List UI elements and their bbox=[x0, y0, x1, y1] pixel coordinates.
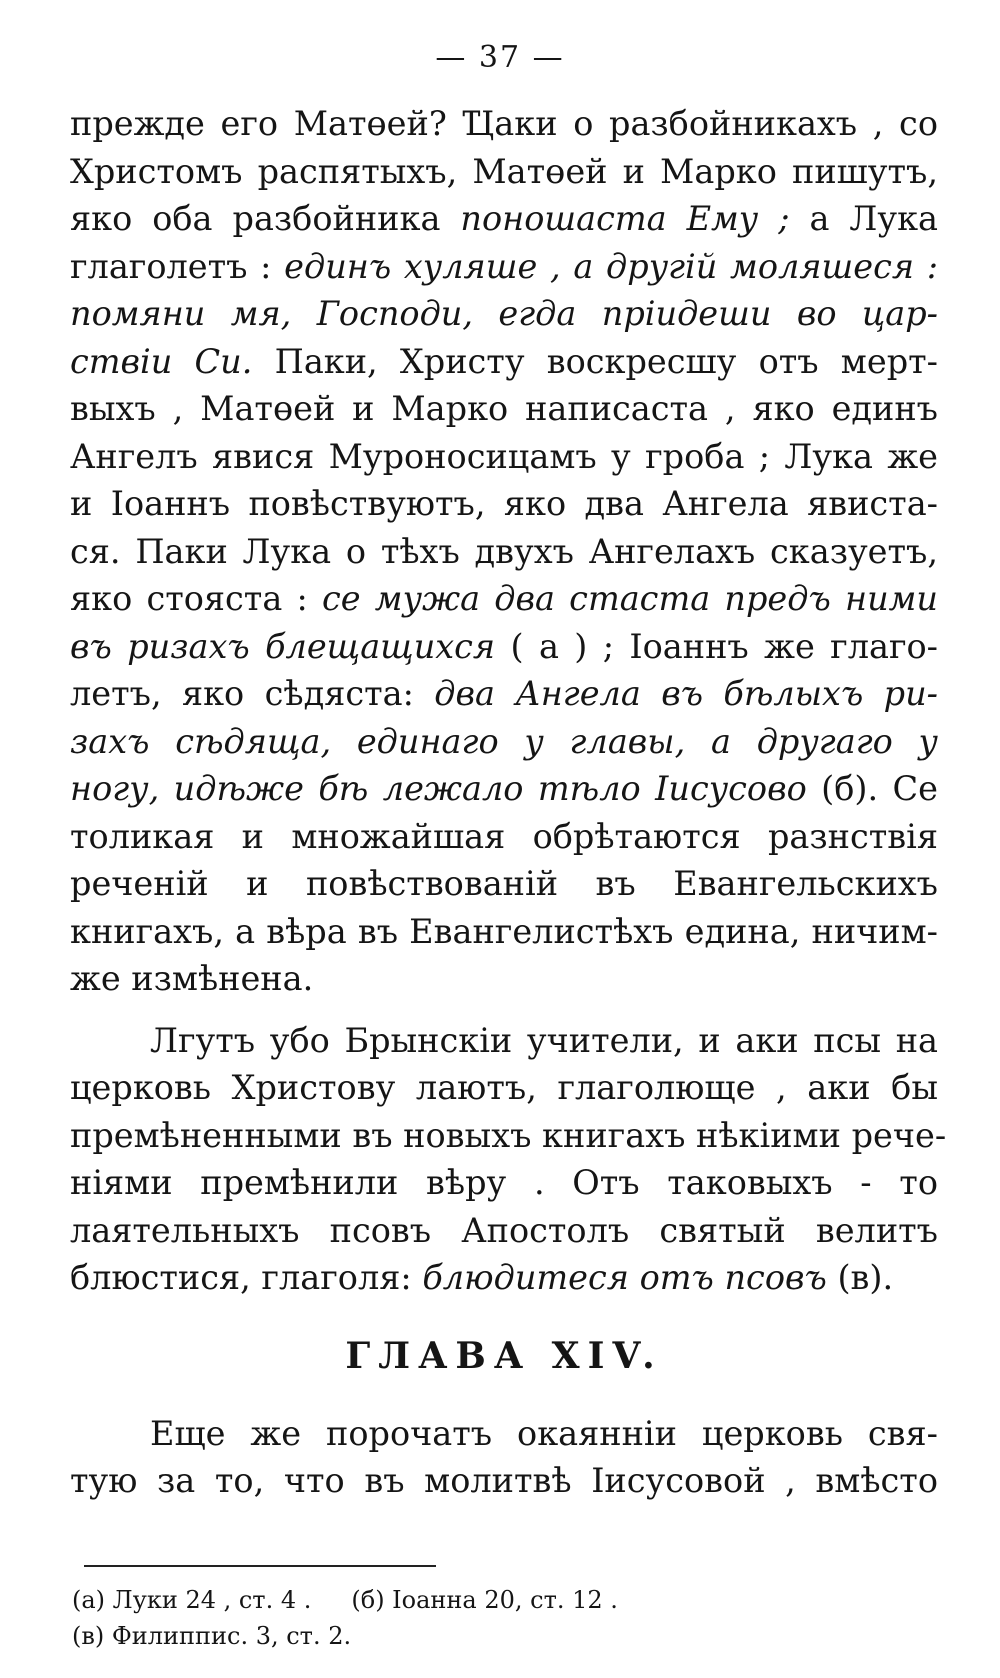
footnote-item: (в) Филиппис. 3, ст. 2. bbox=[72, 1622, 352, 1650]
page-number: — 37 — bbox=[435, 40, 565, 75]
text-line bbox=[70, 385, 938, 433]
text-run: (б). Се bbox=[806, 769, 938, 808]
paragraph-2 bbox=[70, 1017, 947, 1302]
text-line bbox=[70, 765, 938, 813]
footnote-divider bbox=[84, 1565, 436, 1567]
text-run: глаголетъ : bbox=[70, 246, 285, 286]
text-line bbox=[70, 1064, 938, 1112]
text-line bbox=[70, 1410, 938, 1458]
text-run: летъ, яко сѣдяста: bbox=[70, 674, 435, 713]
text-run: Паки, Христу воскресшу отъ мерт- bbox=[252, 341, 938, 381]
text-line bbox=[70, 195, 938, 243]
text-run: Лгутъ убо Брынскіи учители, и аки псы на bbox=[150, 1020, 938, 1060]
text-line bbox=[70, 528, 938, 576]
text-run: же измѣнена. bbox=[70, 959, 314, 998]
text-line bbox=[70, 623, 938, 671]
text-run: яко оба разбойника bbox=[70, 199, 461, 238]
text-run: лаятельныхъ псовъ Апостолъ святый велитъ bbox=[70, 1210, 938, 1250]
text-run: а Лука bbox=[789, 199, 938, 238]
paragraph-gap bbox=[70, 1003, 938, 1017]
italic-text: се мужа два стаста предъ ними bbox=[322, 579, 938, 618]
footnotes bbox=[72, 1582, 892, 1654]
text-run: прежде его Матөей? Ҵаки о разбойникахъ , со bbox=[70, 104, 938, 143]
italic-text: ногу, идѣже бѣ лежало тѣло Іисусово bbox=[70, 769, 807, 808]
text-line bbox=[70, 575, 938, 623]
text-run: реченій и повѣствованій въ Евангельскихъ bbox=[70, 864, 938, 903]
chapter-heading: ГЛАВА XIV. bbox=[345, 1334, 663, 1377]
italic-text: единъ хуляше , а другій моляшеся : bbox=[284, 246, 938, 286]
italic-text: поношаста Ему ; bbox=[460, 199, 790, 238]
text-line bbox=[70, 480, 938, 528]
text-run: книгахъ, а вѣра въ Евангелистѣхъ едина, ничим- bbox=[70, 911, 938, 951]
text-line bbox=[70, 1159, 938, 1207]
text-line bbox=[70, 243, 938, 291]
text-run: (в). bbox=[826, 1258, 894, 1297]
text-run: Еще же порочатъ окаянніи церковь свя- bbox=[150, 1413, 938, 1453]
text-line bbox=[70, 290, 938, 338]
footnote-line bbox=[72, 1582, 892, 1618]
paragraph-1 bbox=[70, 100, 938, 1003]
italic-text: ствіи Си. bbox=[70, 341, 253, 381]
text-line bbox=[70, 860, 938, 908]
text-line bbox=[70, 1207, 938, 1255]
footnote-line bbox=[72, 1618, 892, 1654]
text-run: ся. Паки Лука о тѣхъ двухъ Ангелахъ сказуетъ, bbox=[70, 531, 938, 571]
text-run: Христомъ распятыхъ, Матөей и Марко пишутъ, bbox=[70, 151, 938, 191]
text-line bbox=[70, 670, 938, 718]
body-text bbox=[70, 100, 947, 1505]
text-run: яко стояста : bbox=[70, 579, 323, 618]
text-line bbox=[70, 100, 938, 148]
footnote-item: (б) Іоанна 20, ст. 12 . bbox=[351, 1586, 618, 1614]
text-line bbox=[70, 1017, 938, 1065]
text-run: церковь Христову лаютъ, глаголюще , аки бы bbox=[70, 1068, 938, 1107]
text-line bbox=[70, 1254, 938, 1302]
text-line bbox=[70, 1112, 947, 1160]
italic-text: помяни мя, Господи, егда пріидеши во цар- bbox=[70, 294, 938, 333]
text-line bbox=[70, 338, 938, 386]
text-run: и Іоаннъ повѣствуютъ, яко два Ангела явиста- bbox=[70, 484, 938, 523]
paragraph-3 bbox=[70, 1410, 938, 1505]
italic-text: въ ризахъ блещащихся bbox=[70, 626, 496, 666]
text-line bbox=[70, 718, 938, 766]
text-line bbox=[70, 813, 938, 861]
text-run: блюстися, глаголя: bbox=[70, 1258, 423, 1297]
italic-text: блюдитеся отъ псовъ bbox=[422, 1258, 827, 1297]
text-run: ( а ) ; Іоаннъ же глаго- bbox=[495, 626, 938, 666]
text-line bbox=[70, 148, 938, 196]
text-run: ніями премѣнили вѣру . Отъ таковыхъ - то bbox=[70, 1163, 938, 1202]
text-run: толикая и множайшая обрѣтаются разнствія bbox=[70, 816, 938, 856]
text-line bbox=[70, 1457, 938, 1505]
text-line bbox=[70, 955, 938, 1003]
text-run: тую за то, что въ молитвѣ Іисусовой , вмѣсто bbox=[70, 1461, 938, 1500]
footnote-item: (а) Луки 24 , ст. 4 . bbox=[72, 1586, 312, 1614]
text-line bbox=[70, 433, 938, 481]
text-run: Ангелъ явися Муроносицамъ у гроба ; Лука же bbox=[70, 436, 938, 476]
text-line bbox=[70, 908, 938, 956]
italic-text: два Ангела въ бѣлыхъ ри- bbox=[434, 674, 938, 713]
text-run: премѣненными въ новыхъ книгахъ нѣкіими рече- bbox=[70, 1115, 947, 1155]
italic-text: захъ сѣдяща, единаго у главы, а другаго у bbox=[70, 721, 938, 761]
text-run: выхъ , Матөей и Марко написаста , яко единъ bbox=[70, 389, 938, 428]
